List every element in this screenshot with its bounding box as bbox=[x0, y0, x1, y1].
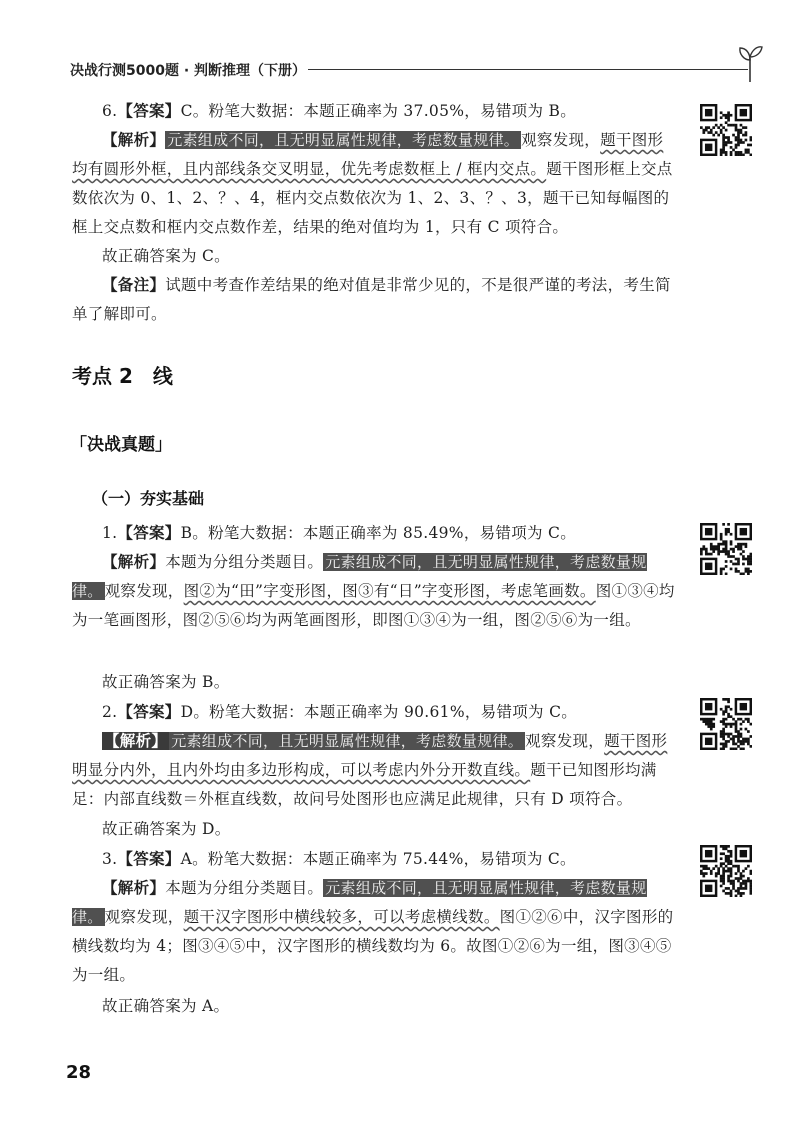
q2-wavy-text: 题干图形明显分内外，且内外均由多边形构成，可以考虑内外分开数直线。 bbox=[72, 732, 668, 779]
q2-analysis-text-1: 观察发现， bbox=[525, 732, 605, 750]
q2-conclusion: 故正确答案为 D。 bbox=[102, 820, 231, 838]
q3-highlight: 元素组成不同，且无明显属性规律，考虑数量规律。 bbox=[72, 879, 647, 926]
q6-highlight: 元素组成不同，且无明显属性规律，考虑数量规律。 bbox=[167, 131, 520, 149]
q3-number: 3. bbox=[102, 850, 118, 868]
answer-tag: 【答案】 bbox=[117, 850, 181, 868]
q2-answer-text: D。粉笔大数据：本题正确率为 90.61%，易错项为 C。 bbox=[180, 703, 578, 721]
q1-wavy-text: 图②为“田”字变形图，图③有“日”字变形图，考虑笔画数。 bbox=[183, 582, 596, 600]
q3-answer-text: A。粉笔大数据：本题正确率为 75.44%，易错项为 C。 bbox=[180, 850, 576, 868]
q6-wavy-text: 题干图形均有圆形外框，且内部线条交叉明显，优先考虑数框上 / 框内交点。 bbox=[72, 131, 664, 178]
leaf-sprout-icon bbox=[736, 40, 764, 82]
q1-analysis-text-1: 观察发现， bbox=[104, 582, 184, 600]
section-title: 考点 2 线 bbox=[72, 364, 173, 388]
q6-analysis bbox=[72, 126, 676, 242]
q6-conclusion: 故正确答案为 C。 bbox=[102, 247, 230, 265]
q6-number: 6. bbox=[102, 102, 118, 120]
page-number: 28 bbox=[66, 1062, 92, 1083]
subsubsection-title: （一）夯实基础 bbox=[92, 489, 205, 508]
q3-answer bbox=[72, 845, 682, 874]
q3-analysis bbox=[72, 874, 676, 990]
q6-note bbox=[72, 271, 682, 329]
q1-conclusion: 故正确答案为 B。 bbox=[102, 673, 230, 691]
q2-highlight: 元素组成不同，且无明显属性规律，考虑数量规律。 bbox=[171, 732, 524, 750]
q3-analysis-text-2: 图①②⑥中，汉字图形的横线数均为 4；图③④⑤中，汉字图形的横线数均为 6。故图①②⑥为一组，图③④⑤为一组。 bbox=[72, 908, 674, 984]
analysis-tag: 【解析】 bbox=[102, 879, 166, 897]
q2-answer bbox=[72, 698, 682, 727]
q6-note-text: 试题中考查作差结果的绝对值是非常少见的，不是很严谨的考法，考生简单了解即可。 bbox=[72, 276, 671, 323]
qr-code-icon[interactable] bbox=[700, 523, 752, 575]
q6-answer bbox=[72, 97, 682, 126]
q1-number: 1. bbox=[102, 524, 118, 542]
q1-answer bbox=[72, 519, 682, 548]
analysis-tag: 【解析】 bbox=[104, 732, 168, 750]
q6-analysis-text-2: 题干图形框上交点数依次为 0、1、2、？、4，框内交点数依次为 1、2、3、？、3，题干已知每幅图的框上交点数和框内交点数作差，结果的绝对值均为 1，只有 C 项符合。 bbox=[72, 160, 673, 236]
q6-analysis-text-1: 观察发现， bbox=[521, 131, 601, 149]
answer-tag: 【答案】 bbox=[117, 524, 181, 542]
analysis-tag: 【解析】 bbox=[102, 131, 166, 149]
qr-code-icon[interactable] bbox=[700, 104, 752, 156]
q1-answer-text: B。粉笔大数据：本题正确率为 85.49%，易错项为 C。 bbox=[180, 524, 577, 542]
answer-tag: 【答案】 bbox=[117, 102, 181, 120]
q1-analysis bbox=[72, 548, 676, 635]
q1-analysis-text-0: 本题为分组分类题目。 bbox=[165, 553, 324, 571]
running-header bbox=[70, 40, 760, 86]
q3-analysis-text-1: 观察发现， bbox=[104, 908, 184, 926]
book-title: 决战行测5000题 · 判断推理（下册） bbox=[70, 63, 307, 79]
q2-analysis bbox=[72, 727, 676, 814]
header-rule bbox=[308, 69, 748, 70]
q1-highlight: 元素组成不同，且无明显属性规律，考虑数量规律。 bbox=[72, 553, 647, 600]
q2-number: 2. bbox=[102, 703, 118, 721]
analysis-tag: 【解析】 bbox=[102, 553, 166, 571]
qr-code-icon[interactable] bbox=[700, 845, 752, 897]
qr-code-icon[interactable] bbox=[700, 698, 752, 750]
q2-analysis-text-2: 题干已知图形均满足：内部直线数＝外框直线数，故问号处图形也应满足此规律，只有 D 项符合。 bbox=[72, 761, 657, 808]
note-tag: 【备注】 bbox=[102, 276, 166, 294]
q6-answer-text: C。粉笔大数据：本题正确率为 37.05%，易错项为 B。 bbox=[180, 102, 577, 120]
q1-analysis-text-2: 图①③④均为一笔画图形，图②⑤⑥均为两笔画图形，即图①③④为一组，图②⑤⑥为一组。 bbox=[72, 582, 675, 629]
subsection-title: 「决战真题」 bbox=[70, 435, 172, 455]
answer-tag: 【答案】 bbox=[117, 703, 181, 721]
q3-wavy-text: 题干汉字图形中横线较多，可以考虑横线数。 bbox=[183, 908, 500, 926]
q3-analysis-text-0: 本题为分组分类题目。 bbox=[165, 879, 324, 897]
q3-conclusion: 故正确答案为 A。 bbox=[102, 997, 230, 1015]
